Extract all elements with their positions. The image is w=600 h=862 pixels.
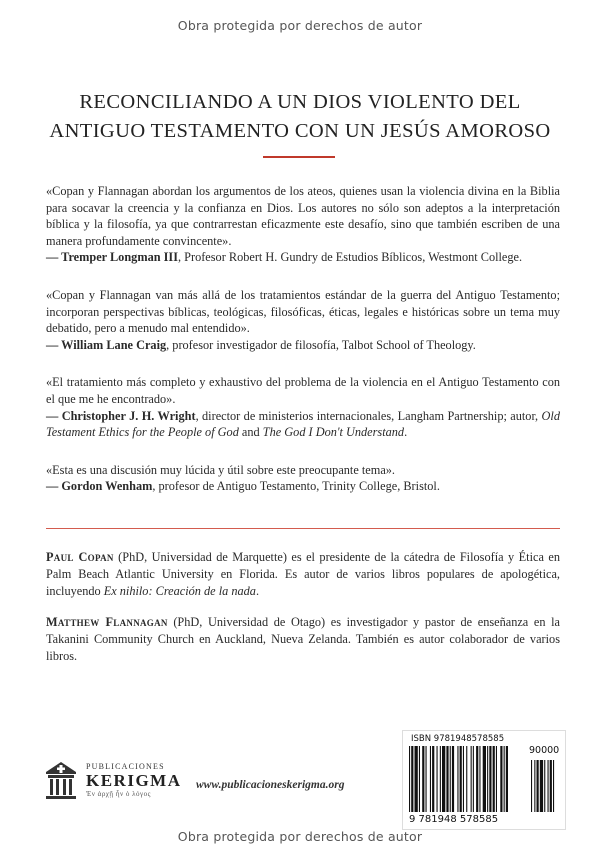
- endorsement-4: [46, 462, 560, 495]
- publisher-name: KERIGMA: [86, 771, 182, 790]
- barcode-bar: [500, 746, 502, 812]
- endorsement-attribution: [46, 478, 560, 495]
- barcode-bar: [446, 746, 448, 812]
- author-bios: [46, 549, 560, 678]
- barcode-bar: [476, 746, 478, 812]
- barcode-bar: [411, 746, 413, 812]
- publisher-logo: [42, 754, 182, 814]
- barcode-addon-bar: [550, 760, 552, 812]
- copyright-watermark-top: Obra protegida por derechos de autor: [177, 18, 423, 33]
- endorsement-text: «Copan y Flannagan van más allá de los tratamientos estándar de la guerra del Antiguo Testamento; incorporan perspectivas bíblicas, teológicas, filosóficas, éticas, legales e históricas sobre un tema muy debatido, pero a menudo mal entendido».: [46, 287, 560, 336]
- barcode-bar: [442, 746, 445, 812]
- endorsement-attribution: [46, 408, 560, 441]
- barcode-bar: [471, 746, 472, 812]
- barcode-bars: [409, 746, 561, 814]
- endorsement-3: [46, 374, 560, 440]
- barcode-bar: [483, 746, 486, 812]
- endorsement-role: , director de ministerios internacionales, Langham Partnership; autor,: [195, 408, 542, 423]
- barcode-bar: [489, 746, 491, 812]
- period: .: [404, 425, 408, 440]
- barcode-bar: [432, 746, 434, 812]
- endorsement-author: — Tremper Longman III: [46, 250, 178, 265]
- bio-text: (PhD, Universidad de Marquette) es el presidente de la cátedra de Filosofía y Ética en Palm Beach Atlantic University en Florida. Es autor de varios libros populares de apologética, incluyendo: [46, 550, 560, 599]
- publisher-wordmark: [86, 762, 186, 799]
- barcode-bar: [457, 746, 458, 812]
- title-divider: [263, 156, 335, 158]
- endorsement-attribution: [46, 249, 560, 266]
- conjunction: and: [238, 425, 263, 440]
- bio-text: (PhD, Universidad de Otago) es investigador y pastor de enseñanza en la Takanini Community Church en Auckland, Nueva Zelanda. También es autor colaborador de varios libros.: [46, 614, 561, 664]
- barcode-bar: [426, 746, 427, 812]
- copyright-watermark-bottom: Obra protegida por derechos de autor: [177, 829, 423, 844]
- publisher-website[interactable]: www.publicacioneskerigma.org: [196, 779, 345, 791]
- endorsement-role: , Profesor Robert H. Gundry de Estudios Bíblicos, Westmont College.: [177, 250, 523, 265]
- title-line-2: ANTIGUO TESTAMENTO CON UN JESÚS AMOROSO: [49, 120, 551, 142]
- barcode-bar: [504, 746, 505, 812]
- period: .: [255, 584, 260, 599]
- author-bio-copan: [46, 549, 560, 601]
- author-name: Paul Copan: [46, 550, 114, 564]
- book-title: The God I Don't Understand: [262, 425, 405, 440]
- barcode-addon-number: 90000: [529, 745, 560, 756]
- barcode-bar: [479, 746, 480, 812]
- barcode-addon-bar: [534, 760, 535, 812]
- barcode-bar: [460, 746, 462, 812]
- barcode-bar: [452, 746, 454, 812]
- barcode-bar: [419, 746, 420, 812]
- barcode-bar: [473, 746, 474, 812]
- publisher-motto: Ἐν ἀρχῇ ἦν ὁ λόγος: [86, 790, 151, 798]
- barcode-addon-bar: [531, 760, 532, 812]
- book-title: Ex nihilo: Creación de la nada: [103, 584, 256, 599]
- barcode-addon-bar: [540, 760, 543, 812]
- barcode-bar: [409, 746, 410, 812]
- endorsement-author: — Christopher J. H. Wright: [46, 408, 196, 423]
- endorsement-role: , profesor de Antiguo Testamento, Trinity College, Bristol.: [152, 479, 440, 494]
- barcode-bar: [487, 746, 488, 812]
- barcode-bar: [430, 746, 431, 812]
- barcode-bar: [493, 746, 495, 812]
- barcode-bar: [437, 746, 438, 812]
- endorsement-author: — William Lane Craig: [46, 337, 167, 352]
- barcode-bar: [463, 746, 464, 812]
- author-bio-flannagan: [46, 614, 560, 666]
- back-cover-title: [40, 88, 560, 146]
- church-emblem-icon: [42, 760, 80, 802]
- isbn-label: ISBN 9781948578585: [411, 734, 505, 744]
- endorsement-text: «El tratamiento más completo y exhaustivo del problema de la violencia en el Antiguo Testamento con el que me he encontrado».: [46, 375, 560, 406]
- barcode-addon-bar: [548, 760, 549, 812]
- barcode-bar: [422, 746, 424, 812]
- endorsement-text: «Esta es una discusión muy lúcida y útil sobre este preocupante tema».: [46, 462, 396, 477]
- endorsement-role: , profesor investigador de filosofía, Talbot School of Theology.: [166, 337, 476, 352]
- barcode-addon-bar: [544, 760, 545, 812]
- barcode-bar: [450, 746, 451, 812]
- barcode-digits: 9 781948 578585: [409, 814, 499, 825]
- barcode-bar: [496, 746, 497, 812]
- barcode-bar: [506, 746, 508, 812]
- endorsement-1: [46, 183, 560, 266]
- endorsement-text: «Copan y Flannagan abordan los argumentos de los ateos, quienes usan la violencia divina en la Biblia para socavar la creencia y la confianza en Dios. Los autores no sólo son adeptos a la interpretación bíblica y la filosofía, ya que contrarrestan eficazmente este desafío, sino que también escriben de una manera profundamente convincente».: [46, 184, 560, 248]
- endorsements: [46, 183, 560, 516]
- barcode-bar: [415, 746, 418, 812]
- isbn-barcode: [402, 730, 566, 830]
- title-line-1: RECONCILIANDO A UN DIOS VIOLENTO DEL: [79, 91, 521, 113]
- endorsement-author: — Gordon Wenham: [46, 479, 153, 494]
- endorsement-attribution: [46, 337, 560, 354]
- barcode-addon-bar: [537, 760, 539, 812]
- section-divider: [46, 528, 560, 529]
- barcode-bar: [466, 746, 467, 812]
- barcode-bar: [440, 746, 441, 812]
- publisher-label: PUBLICACIONES: [86, 762, 165, 771]
- barcode-addon-bar: [553, 760, 554, 812]
- author-name: Matthew Flannagan: [46, 614, 168, 629]
- endorsement-2: [46, 287, 560, 353]
- book-title: Old Testament Ethics for the People of God: [46, 408, 560, 440]
